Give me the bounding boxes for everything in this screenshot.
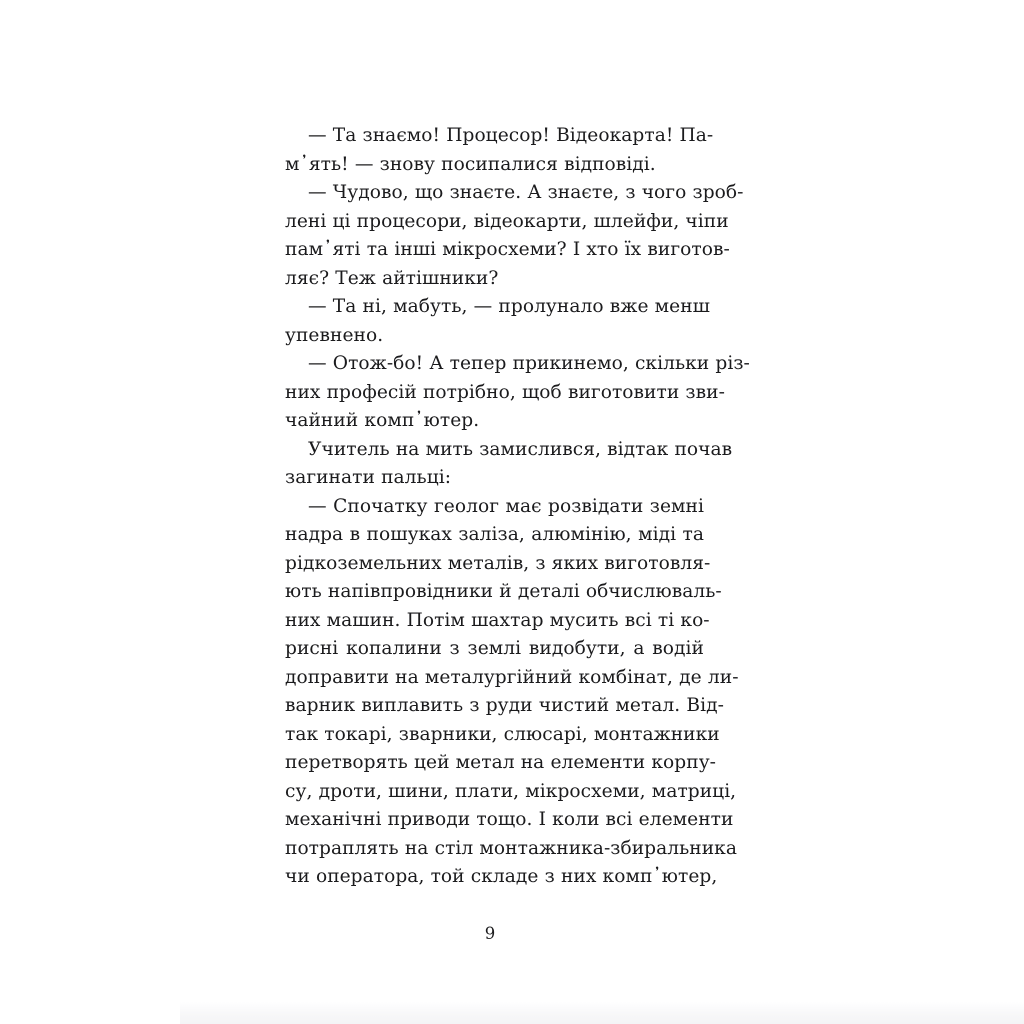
text-line: механічні приводи тощо. І коли всі елементи (285, 809, 734, 830)
paragraph (285, 122, 714, 179)
text-line: упевнено. (285, 324, 384, 346)
text-line: перетворять цей метал на елементи корпу- (285, 752, 717, 773)
text-line: чи оператора, той складе з них комп᾽ютер, (285, 866, 718, 887)
page-number: 9 (484, 924, 496, 943)
text-line: лені ці процесори, відеокарти, шлейфи, чіпи (285, 210, 729, 232)
text-line: рідкоземельних металів, з яких виготовля- (285, 552, 711, 574)
paragraph (285, 436, 733, 493)
text-line: них машин. Потім шахтар мусить всі ті ко- (285, 609, 710, 631)
text-line: доправити на металургійний комбінат, де ли- (285, 666, 739, 688)
text-line: — Та знаємо! Процесор! Відеокарта! Па- (308, 125, 714, 146)
page-edge-shadow (180, 1002, 1024, 1024)
text-line: рисні копалини з землі видобути, а водій (285, 638, 704, 659)
paragraph (285, 493, 739, 892)
paragraph (285, 350, 750, 436)
text-line: ють напівпровідники й деталі обчислюваль- (285, 581, 722, 602)
text-line: ляє? Теж айтішники? (285, 267, 499, 289)
paragraph (285, 293, 710, 350)
text-line: так токарі, зварники, слюсарі, монтажники (285, 723, 720, 745)
text-line: варник виплавить з руди чистий метал. Від- (285, 695, 724, 716)
text-line: м᾽ять! — знову посипалися відповіді. (285, 153, 656, 175)
text-line: Учитель на мить замислився, відтак почав (308, 438, 733, 460)
text-line: — Та ні, мабуть, — пролунало вже менш (308, 296, 710, 317)
paragraph (285, 179, 744, 293)
text-line: них професій потрібно, щоб виготовити зви- (285, 381, 725, 403)
text-line: пам᾽яті та інші мікросхеми? І хто їх виготов- (285, 239, 730, 260)
text-line: — Отож-бо! А тепер прикинемо, скільки різ- (308, 353, 750, 374)
text-line: надра в пошуках заліза, алюмінію, міді та (285, 524, 704, 545)
text-line: потраплять на стіл монтажника-збиральника (285, 837, 737, 859)
page-text-block (285, 122, 750, 892)
text-line: загинати пальці: (285, 467, 452, 488)
text-line: су, дроти, шини, плати, мікросхеми, матриці, (285, 780, 737, 802)
page-footer (0, 924, 1024, 943)
text-line: чайний комп᾽ютер. (285, 410, 480, 431)
text-line: — Чудово, що знаєте. А знаєте, з чого зроб- (308, 182, 744, 203)
text-line: — Спочатку геолог має розвідати земні (308, 495, 704, 517)
